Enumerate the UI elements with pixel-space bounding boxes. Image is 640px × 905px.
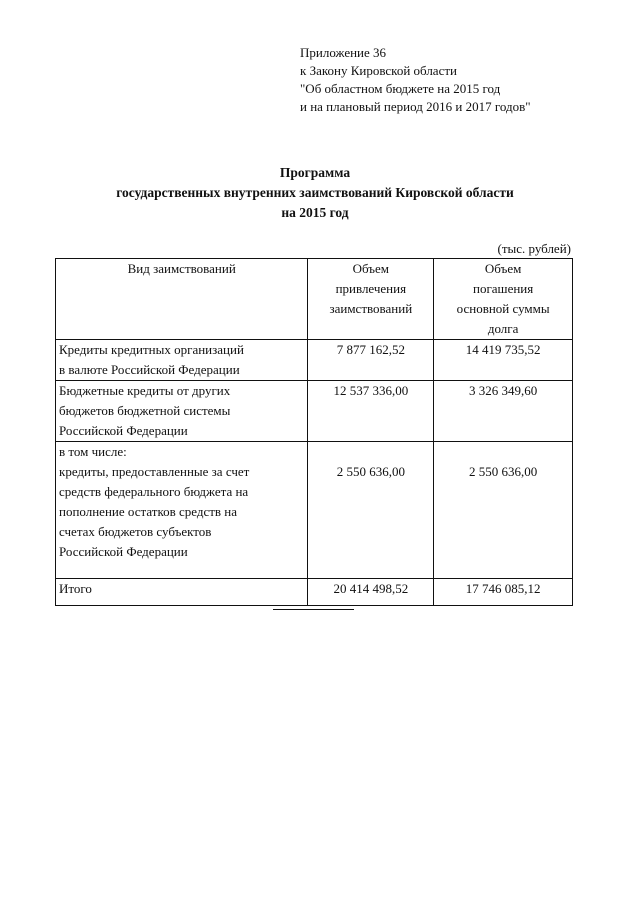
units-note: (тыс. рублей) (497, 241, 571, 256)
document-title (0, 163, 630, 223)
repayment-value: 2 550 636,00 (434, 442, 573, 579)
table-row (56, 340, 573, 381)
row-label: Итого (56, 579, 308, 606)
row-label: в том числе: кредиты, предоставленные за счет средств федерального бюджета на пополнение остатков средств на счетах бюджетов субъектов Российской Федерации (56, 442, 308, 579)
attraction-value: 2 550 636,00 (308, 442, 434, 579)
table-row (56, 381, 573, 442)
table-row (56, 442, 573, 579)
repayment-value: 14 419 735,52 (434, 340, 573, 381)
closing-divider (273, 609, 354, 610)
row-label: Бюджетные кредиты от других бюджетов бюджетной системы Российской Федерации (56, 381, 308, 442)
row-label: Кредиты кредитных организаций в валюте Российской Федерации (56, 340, 308, 381)
appendix-line: Приложение 36 (300, 45, 387, 60)
header-borrowing-type: Вид заимствований (56, 259, 308, 340)
appendix-line: "Об областном бюджете на 2015 год (300, 81, 501, 96)
attraction-value: 20 414 498,52 (308, 579, 434, 606)
repayment-value: 17 746 085,12 (434, 579, 573, 606)
appendix-line: и на плановый период 2016 и 2017 годов" (300, 99, 531, 114)
table-row-total (56, 579, 573, 606)
title-line: на 2015 год (281, 205, 349, 220)
title-line: государственных внутренних заимствований Кировской области (116, 185, 514, 200)
appendix-reference (300, 44, 531, 116)
title-line: Программа (279, 165, 351, 180)
attraction-value: 7 877 162,52 (308, 340, 434, 381)
borrowings-table (55, 258, 573, 606)
attraction-value: 12 537 336,00 (308, 381, 434, 442)
table-header-row (56, 259, 573, 340)
appendix-line: к Закону Кировской области (300, 63, 457, 78)
header-repayment-volume: Объем погашения основной суммы долга (434, 259, 573, 340)
header-attraction-volume: Объем привлечения заимствований (308, 259, 434, 340)
repayment-value: 3 326 349,60 (434, 381, 573, 442)
